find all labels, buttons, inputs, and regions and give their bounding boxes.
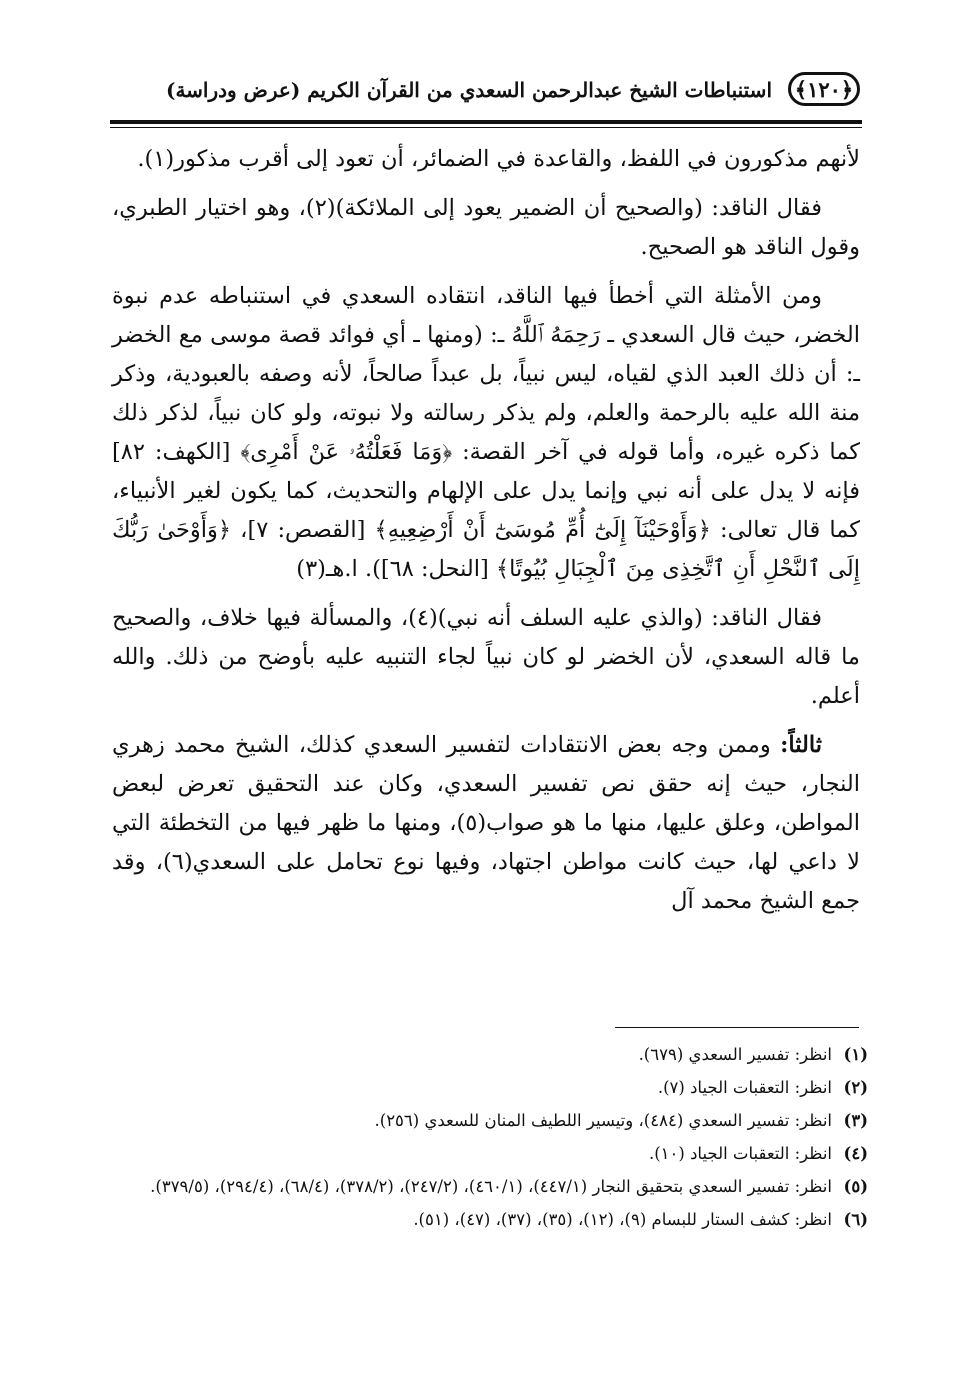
- footnote-number: (٦): [843, 1210, 868, 1229]
- paragraph-text: وممن وجه بعض الانتقادات لتفسير السعدي كذلك، الشيخ محمد زهري النجار، حيث إنه حقق نص تفسير السعدي، وكان عند التحقيق تعرض لبعض المواطن، وعلق عليها، منها ما هو صواب(٥)، ومنها ما ظهر فيها من التخطئة التي لا داعي لها، حيث كانت مواطن اجتهاد، وفيها نوع تحامل على السعدي(٦)، وقد جمع الشيخ محمد آل: [112, 732, 860, 914]
- footnote: [112, 1205, 868, 1235]
- footnote-number: (٢): [843, 1078, 868, 1097]
- footnote-text: انظر: كشف الستار للبسام (٩)، (١٢)، (٣٥)، (٣٧)، (٤٧)، (٥١).: [413, 1210, 832, 1229]
- page-header: [110, 68, 860, 120]
- header-rule-thick: [110, 120, 862, 124]
- footnote-text: انظر: التعقبات الجياد (٧).: [657, 1078, 832, 1097]
- paragraph: فقال الناقد: (والذي عليه السلف أنه نبي)(٤)، والمسألة فيها خلاف، والصحيح ما قاله السعدي، لأن الخضر لو كان نبياً لجاء التنبيه عليه بأوضح من ذلك. والله أعلم.: [112, 605, 860, 709]
- footnote: [112, 1139, 868, 1169]
- footnote-text: انظر: التعقبات الجياد (١٠).: [648, 1144, 832, 1163]
- footnote-number: (٤): [843, 1144, 868, 1163]
- paragraph: ومن الأمثلة التي أخطأ فيها الناقد، انتقاده السعدي في استنباطه عدم نبوة الخضر، حيث قال السعدي ـ رَحِمَهُ ٱللَّهُ ـ: (ومنها ـ أي فوائد قصة موسى مع الخضر ـ: أن ذلك العبد الذي لقياه، ليس نبياً، بل عبداً صالحاً، لأنه وصفه بالعبودية، وذكر منة الله عليه بالرحمة والعلم، ولم يذكر رسالته ولا نبوته، ولو كان نبياً، لذكر ذلك كما ذكره غيره، وأما قوله في آخر القصة: ﴿وَمَا فَعَلْتُهُۥ عَنْ أَمْرِى﴾ [الكهف: ٨٢] فإنه لا يدل على أنه نبي وإنما يدل على الإلهام والتحديث، كما يكون لغير الأنبياء، كما قال تعالى: ﴿وَأَوْحَيْنَآ إِلَىٰٓ أُمِّ مُوسَىٰٓ أَنْ أَرْضِعِيهِ﴾ [القصص: ٧]، ﴿وَأَوْحَىٰ رَبُّكَ إِلَى ٱلنَّحْلِ أَنِ ٱتَّخِذِى مِنَ ٱلْجِبَالِ بُيُوتًا﴾ [النحل: ٦٨]). ا.هـ(٣): [112, 283, 860, 582]
- footnote-number: (١): [843, 1045, 868, 1064]
- footnote: [112, 1073, 868, 1103]
- running-title: استنباطات الشيخ عبدالرحمن السعدي من القرآن الكريم (عرض ودراسة): [165, 78, 772, 102]
- paragraph: [112, 726, 860, 921]
- main-text: [112, 140, 860, 931]
- footnote: [112, 1172, 868, 1202]
- footnote-number: (٥): [843, 1177, 868, 1196]
- footnote-number: (٣): [843, 1111, 868, 1130]
- footnote: [112, 1040, 868, 1070]
- footnote-separator: [615, 1027, 859, 1028]
- footnote-text: انظر: تفسير السعدي (٦٧٩).: [638, 1045, 832, 1064]
- footnotes: [112, 1040, 868, 1238]
- header-rule-thin: [110, 127, 862, 128]
- footnote-text: انظر: تفسير السعدي (٤٨٤)، وتيسير اللطيف المنان للسعدي (٢٥٦).: [374, 1111, 832, 1130]
- footnote-text: انظر: تفسير السعدي بتحقيق النجار (٤٤٧/١)، (٤٦٠/١)، (٢٤٧/٢)، (٣٧٨/٢)، (٦٨/٤)، (٢٩٤/٤)، (٣٧٩/٥).: [150, 1177, 832, 1196]
- section-lead: ثالثاً:: [780, 732, 822, 758]
- footnote: [112, 1106, 868, 1136]
- page-number-badge: ﴿١٢٠﴾: [788, 72, 860, 106]
- paragraph: لأنهم مذكورون في اللفظ، والقاعدة في الضمائر، أن تعود إلى أقرب مذكور(١).: [137, 146, 860, 172]
- paragraph: فقال الناقد: (والصحيح أن الضمير يعود إلى الملائكة)(٢)، وهو اختيار الطبري، وقول الناقد هو الصحيح.: [112, 195, 860, 260]
